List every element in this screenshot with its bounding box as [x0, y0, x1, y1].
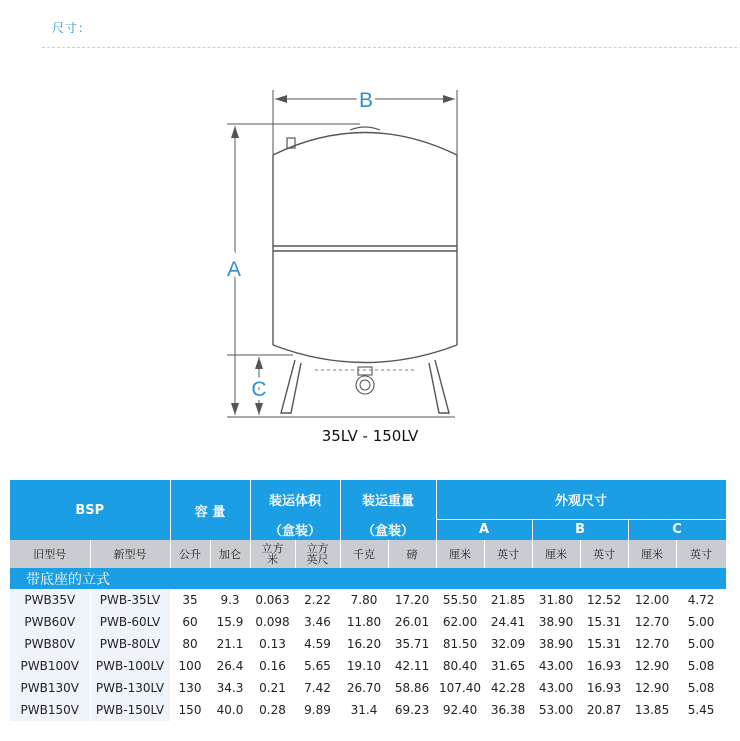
table-cell: 92.40	[436, 699, 484, 721]
table-cell: 0.16	[250, 655, 295, 677]
table-cell: 19.10	[340, 655, 388, 677]
tank-diagram	[215, 80, 485, 450]
new-model-cell: PWB-150LV	[90, 699, 170, 721]
table-cell: 0.13	[250, 633, 295, 655]
b-in-header: 英寸	[580, 540, 628, 568]
table-cell: 43.00	[532, 677, 580, 699]
table-row	[10, 655, 726, 677]
table-cell: 42.11	[388, 655, 436, 677]
table-cell: 43.00	[532, 655, 580, 677]
table-cell: 60	[170, 611, 210, 633]
table-row	[10, 699, 726, 721]
table-cell: 58.86	[388, 677, 436, 699]
dimensions-header-label: 尺寸：	[52, 21, 92, 35]
old-model-cell: PWB80V	[10, 633, 90, 655]
table-cell: 80	[170, 633, 210, 655]
table-cell: 5.65	[295, 655, 340, 677]
table-cell: 34.3	[210, 677, 250, 699]
cubic-m-header: 立方 米	[250, 540, 295, 568]
c-in-header: 英寸	[676, 540, 726, 568]
table-cell: 38.90	[532, 611, 580, 633]
table-cell: 20.87	[580, 699, 628, 721]
spec-table	[10, 480, 727, 721]
new-model-header: 新型号	[90, 540, 170, 568]
table-cell: 7.42	[295, 677, 340, 699]
table-cell: 15.31	[580, 611, 628, 633]
dim-b-header: B	[532, 519, 628, 540]
table-cell: 16.93	[580, 677, 628, 699]
new-model-cell: PWB-60LV	[90, 611, 170, 633]
table-cell: 4.59	[295, 633, 340, 655]
table-cell: 12.90	[628, 677, 676, 699]
c-cm-header: 厘米	[628, 540, 676, 568]
table-cell: 32.09	[484, 633, 532, 655]
table-cell: 31.80	[532, 589, 580, 611]
table-cell: 16.20	[340, 633, 388, 655]
table-cell: 35	[170, 589, 210, 611]
a-cm-header: 厘米	[436, 540, 484, 568]
table-cell: 55.50	[436, 589, 484, 611]
table-cell: 26.70	[340, 677, 388, 699]
lb-header: 磅	[388, 540, 436, 568]
ship-volume-header: 装运体积	[250, 480, 340, 519]
table-cell: 36.38	[484, 699, 532, 721]
table-cell: 31.4	[340, 699, 388, 721]
dimensions-header: 外观尺寸	[436, 480, 726, 519]
table-row	[10, 633, 726, 655]
table-cell: 5.08	[676, 677, 726, 699]
table-row	[10, 611, 726, 633]
table-cell: 2.22	[295, 589, 340, 611]
table-cell: 5.00	[676, 633, 726, 655]
kg-header: 千克	[340, 540, 388, 568]
table-cell: 40.0	[210, 699, 250, 721]
table-cell: 24.41	[484, 611, 532, 633]
gallons-header: 加仑	[210, 540, 250, 568]
table-cell: 5.00	[676, 611, 726, 633]
table-cell: 13.85	[628, 699, 676, 721]
table-cell: 62.00	[436, 611, 484, 633]
table-cell: 15.31	[580, 633, 628, 655]
table-cell: 15.9	[210, 611, 250, 633]
old-model-cell: PWB60V	[10, 611, 90, 633]
table-cell: 9.3	[210, 589, 250, 611]
section-title: 带底座的立式	[10, 568, 726, 589]
b-cm-header: 厘米	[532, 540, 580, 568]
table-cell: 12.00	[628, 589, 676, 611]
new-model-cell: PWB-130LV	[90, 677, 170, 699]
ship-weight-sub: （盒装）	[340, 519, 436, 540]
table-cell: 12.52	[580, 589, 628, 611]
table-cell: 26.4	[210, 655, 250, 677]
new-model-cell: PWB-100LV	[90, 655, 170, 677]
table-cell: 42.28	[484, 677, 532, 699]
table-cell: 0.28	[250, 699, 295, 721]
table-body	[10, 589, 726, 721]
old-model-cell: PWB150V	[10, 699, 90, 721]
table-cell: 130	[170, 677, 210, 699]
dim-a-header: A	[436, 519, 532, 540]
table-cell: 26.01	[388, 611, 436, 633]
table-cell: 17.20	[388, 589, 436, 611]
table-cell: 53.00	[532, 699, 580, 721]
table-cell: 12.70	[628, 633, 676, 655]
bsp-header: BSP	[10, 480, 170, 540]
table-cell: 38.90	[532, 633, 580, 655]
old-model-header: 旧型号	[10, 540, 90, 568]
table-cell: 11.80	[340, 611, 388, 633]
dimension-b-label: B	[358, 89, 374, 112]
table-cell: 12.70	[628, 611, 676, 633]
table-cell: 5.08	[676, 655, 726, 677]
old-model-cell: PWB35V	[10, 589, 90, 611]
table-cell: 12.90	[628, 655, 676, 677]
table-cell: 81.50	[436, 633, 484, 655]
table-row	[10, 589, 726, 611]
table-cell: 0.063	[250, 589, 295, 611]
table-cell: 9.89	[295, 699, 340, 721]
ship-volume-sub: （盒装）	[250, 519, 340, 540]
table-cell: 21.85	[484, 589, 532, 611]
liters-header: 公升	[170, 540, 210, 568]
table-cell: 69.23	[388, 699, 436, 721]
table-cell: 7.80	[340, 589, 388, 611]
dimension-a-label: A	[226, 258, 242, 281]
capacity-header: 容 量	[170, 480, 250, 540]
table-cell: 150	[170, 699, 210, 721]
old-model-cell: PWB130V	[10, 677, 90, 699]
cubic-ft-header: 立方 英尺	[295, 540, 340, 568]
old-model-cell: PWB100V	[10, 655, 90, 677]
new-model-cell: PWB-35LV	[90, 589, 170, 611]
table-cell: 16.93	[580, 655, 628, 677]
new-model-cell: PWB-80LV	[90, 633, 170, 655]
table-cell: 107.40	[436, 677, 484, 699]
model-range-caption: 35LV - 150LV	[321, 427, 419, 445]
table-cell: 0.098	[250, 611, 295, 633]
table-cell: 35.71	[388, 633, 436, 655]
dimension-c-label: C	[251, 378, 267, 401]
table-cell: 31.65	[484, 655, 532, 677]
table-cell: 0.21	[250, 677, 295, 699]
ship-weight-header: 装运重量	[340, 480, 436, 519]
table-row	[10, 677, 726, 699]
table-cell: 80.40	[436, 655, 484, 677]
a-in-header: 英寸	[484, 540, 532, 568]
dim-c-header: C	[628, 519, 726, 540]
table-cell: 100	[170, 655, 210, 677]
header-divider	[42, 47, 740, 48]
table-cell: 5.45	[676, 699, 726, 721]
table-cell: 4.72	[676, 589, 726, 611]
table-cell: 3.46	[295, 611, 340, 633]
table-cell: 21.1	[210, 633, 250, 655]
